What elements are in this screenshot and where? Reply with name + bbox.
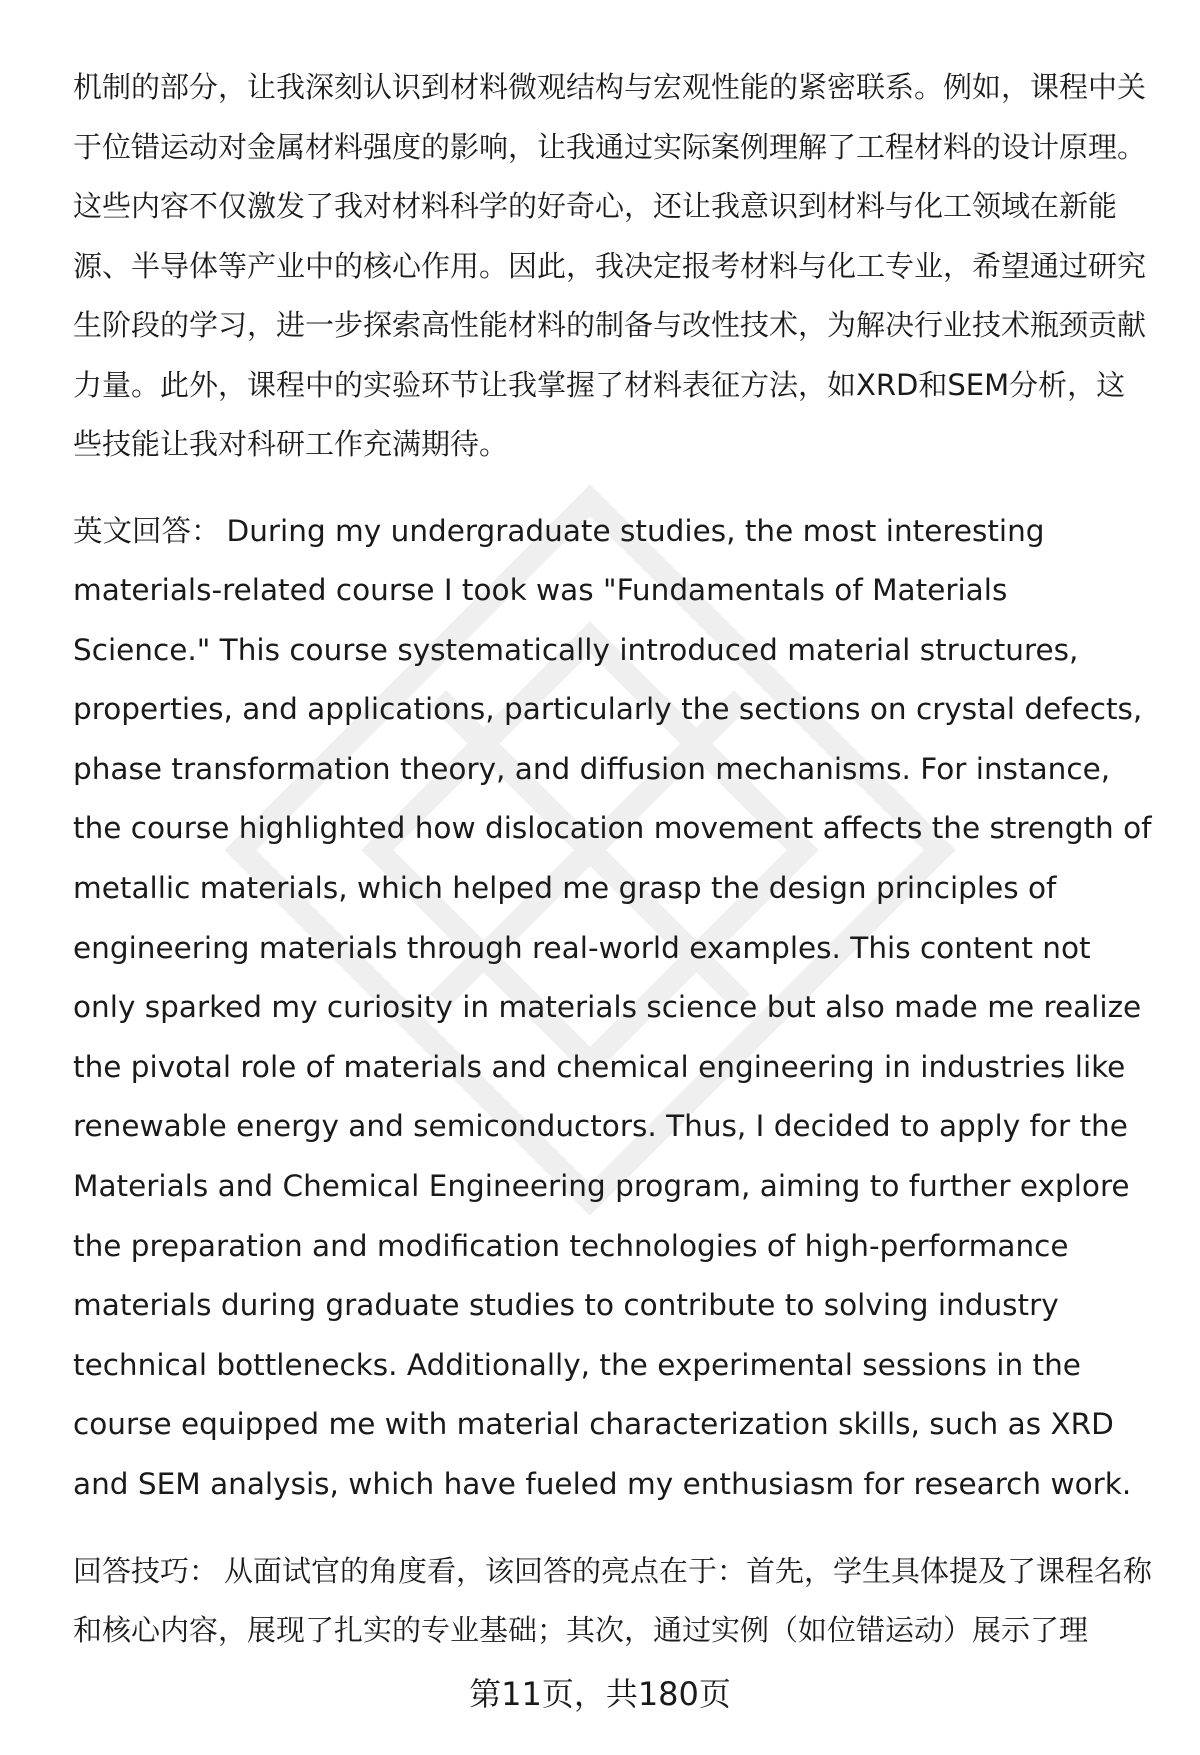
- answer-tips-label: 回答技巧：: [73, 1553, 219, 1588]
- answer-tips-paragraph: [73, 1542, 1153, 1661]
- answer-tips-text: 从面试官的角度看，该回答的亮点在于：首先，学生具体提及了课程名称和核心内容，展现了扎实的专业基础；其次，通过实例（如位错运动）展示了理: [73, 1553, 1153, 1648]
- document-page: [73, 58, 1153, 1661]
- page-number-footer: 第11页，共180页: [469, 1675, 731, 1713]
- chinese-answer-paragraph: 机制的部分，让我深刻认识到材料微观结构与宏观性能的紧密联系。例如，课程中关于位错运动对金属材料强度的影响，让我通过实际案例理解了工程材料的设计原理。这些内容不仅激发了我对材料科学的好奇心，还让我意识到材料与化工领域在新能源、半导体等产业中的核心作用。因此，我决定报考材料与化工专业，希望通过研究生阶段的学习，进一步探索高性能材料的制备与改性技术，为解决行业技术瓶颈贡献力量。此外，课程中的实验环节让我掌握了材料表征方法，如XRD和SEM分析，这些技能让我对科研工作充满期待。: [73, 70, 1147, 461]
- english-answer-label: 英文回答：: [73, 513, 221, 548]
- english-answer-text: During my undergraduate studies, the most interesting materials-related course I took was "Fundamentals of Materials Science." This course systematically introduced material structures, properties, and applications, particularly the sections on crystal defects, phase transformation theory, and diffusion mechanisms. For instance, the course highlighted how dislocation movement affects the strength of metallic materials, which helped me grasp the design principles of engineering materials through real-world examples. This content not only sparked my curiosity in materials science but also made me realize the pivotal role of materials and chemical engineering in industries like renewable energy and semiconductors. Thus, I decided to apply for the Materials and Chemical Engineering program, aiming to further explore the preparation and modification technologies of high-performance materials during graduate studies to contribute to solving industry technical bottlenecks. Additionally, the experimental sessions in the course equipped me with material characterization skills, such as XRD and SEM analysis, which have fueled my enthusiasm for research work.: [73, 513, 1152, 1501]
- english-answer-paragraph: [73, 502, 1153, 1515]
